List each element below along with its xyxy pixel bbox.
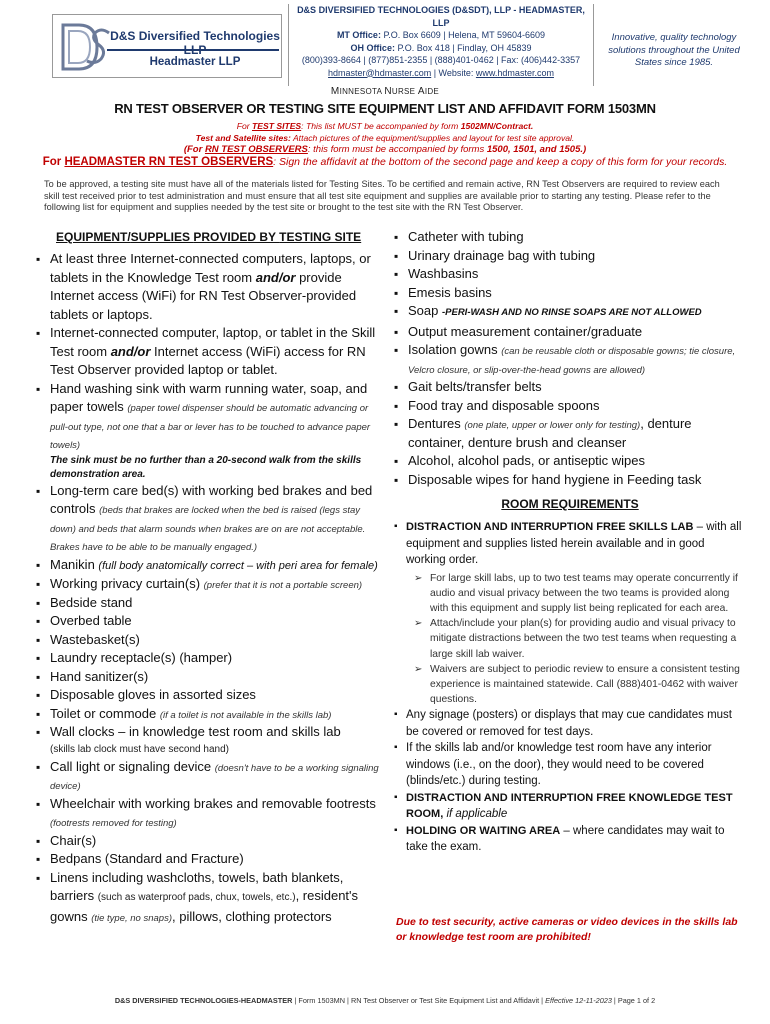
sub-list-item: ➢ Waivers are subject to periodic review to ensure a consistent testing experience is maintained statewide. Call (888)401-0462 with waiver questions. (414, 662, 746, 708)
ds-monogram-icon (57, 19, 113, 75)
list-item: ▪ DISTRACTION AND INTERRUPTION FREE SKILLS LAB – with all equipment and supplies listed herein available and in good working order. ➢ For large skill labs, up to two test teams may operate concurrently if audio and visual privacy between the two teams is provided along with this equipment and supply list being replicated for each area. ➢ Attach/include your plan(s) for providing audio and visual privacy to mitigate distractions between the two test teams when requesting a large skill lab waiver. ➢ Waivers are subject to periodic review to ensure a consistent testing experience is maintained statewide. Call (888)401-0462 with waiver questions. (394, 519, 746, 707)
list-item: ▪ Bedpans (Standard and Fracture) (36, 850, 382, 869)
list-item: ▪ Alcohol, alcohol pads, or antiseptic wipes (394, 452, 746, 471)
list-item: ▪ Isolation gowns (can be reusable cloth or disposable gowns; tie closure, Velcro closure, or slip-over-the-head gowns are allowed) (394, 341, 746, 378)
list-item: ▪ Overbed table (36, 612, 382, 631)
list-item: ▪ Working privacy curtain(s) (prefer that it is not a portable screen) (36, 575, 382, 594)
list-item: ▪ Disposable wipes for hand hygiene in Feeding task (394, 471, 746, 490)
note-satellite-sites: Test and Satellite sites: Attach pictures of the equipment/supplies and layout for test site approval. (195, 133, 575, 143)
phone-numbers: (800)393-8664 | (877)851-2355 | (888)401-0462 | Fax: (406)442-3357 (301, 55, 581, 65)
contact-block (288, 4, 594, 86)
list-item: ▪ Manikin (full body anatomically correct – with peri area for female) (36, 556, 382, 576)
list-item: ▪ Hand sanitizer(s) (36, 668, 382, 687)
company-logo (52, 14, 282, 78)
email-website: hdmaster@hdmaster.com | Website: www.hdmaster.com (328, 67, 554, 78)
contact-title: D&S DIVERSIFIED TECHNOLOGIES (D&SDT), LLP - HEADMASTER, LLP (297, 5, 585, 28)
section-title-equipment: EQUIPMENT/SUPPLIES PROVIDED BY TESTING SITE (56, 230, 362, 244)
note-rn-observers: (For RN TEST OBSERVERS: this form must be accompanied by forms 1500, 1501, and 1505.) (183, 144, 587, 155)
list-item: ▪ Gait belts/transfer belts (394, 378, 746, 397)
list-item: ▪ At least three Internet-connected computers, laptops, or tablets in the Knowledge Test room and/or provide Internet access (WiFi) for RN Test Observer-provided tablets or laptops. (36, 250, 382, 324)
website-link[interactable]: www.hdmaster.com (475, 67, 554, 78)
list-item: ▪ Wall clocks – in knowledge test room and skills lab (skills lab clock must have second hand) (36, 723, 382, 758)
equipment-list-continued (394, 228, 746, 489)
room-requirements-list (394, 519, 746, 856)
program-subheading: MINNESOTA NURSE AIDE (330, 86, 440, 97)
list-item: ▪ Internet-connected computer, laptop, or tablet in the Skill Test room and/or Internet access (WiFi) access for RN Test Observer provided laptop or tablet. (36, 324, 382, 380)
list-item: ▪ Hand washing sink with warm running water, soap, and paper towels (paper towel dispenser should be automatic advancing or pull-out type, not one that a bar or lever has to be touched to advance paper towels) The sink must be no further than a 20-second walk from the skills demonstration area. (36, 380, 382, 482)
logo-subsidiary-name: Headmaster LLP (149, 56, 241, 68)
list-item: ▪ Urinary drainage bag with tubing (394, 247, 746, 266)
note-test-sites: For TEST SITES: This list MUST be accompanied by form 1502MN/Contract. (236, 121, 534, 131)
sub-list-item: ➢ Attach/include your plan(s) for providing audio and visual privacy to mitigate distractions between the two test teams when requesting a large skill lab waiver. (414, 616, 746, 662)
logo-divider (107, 49, 279, 51)
oh-office: OH Office: P.O. Box 418 | Findlay, OH 45839 (350, 42, 532, 53)
page-footer: D&S DIVERSIFIED TECHNOLOGIES-HEADMASTER | Form 1503MN | RN Test Observer or Test Site Equipment List and Affidavit | Effective 12-11-2023 | Page 1 of 2 (114, 996, 656, 1005)
list-item: ▪ Chair(s) (36, 832, 382, 851)
list-item: ▪ Laundry receptacle(s) (hamper) (36, 649, 382, 668)
list-item: ▪ Food tray and disposable spoons (394, 397, 746, 416)
list-item: ▪ Washbasins (394, 265, 746, 284)
page-title: RN TEST OBSERVER OR TESTING SITE EQUIPMENT LIST AND AFFIDAVIT FORM 1503MN (114, 101, 656, 116)
intro-paragraph: To be approved, a testing site must have all of the materials listed for Testing Sites. To be certified and remain active, RN Test Observers are required to review each skill test received prior to test administration and must ensure that all test site equipment and supplies are available prior to starting any testing. Please refer to the following list for equipment and supplies needed by the test site or brought to the test site with the RN Test Observer. (44, 179, 720, 212)
list-item: ▪ Wastebasket(s) (36, 631, 382, 650)
list-item: ▪ HOLDING OR WAITING AREA – where candidates may wait to take the exam. (394, 823, 746, 856)
letterhead (0, 0, 770, 100)
list-item: ▪ Soap -PERI-WASH AND NO RINSE SOAPS ARE NOT ALLOWED (394, 302, 746, 323)
instruction-notes (0, 120, 770, 168)
list-item: ▪ DISTRACTION AND INTERRUPTION FREE KNOWLEDGE TEST ROOM, if applicable (394, 790, 746, 823)
list-item: ▪ Output measurement container/graduate (394, 323, 746, 342)
sub-list-item: ➢ For large skill labs, up to two test teams may operate concurrently if audio and visual privacy between the two teams is provided along with this equipment and supply list being replicated for each area. (414, 571, 746, 617)
list-item: ▪ Toilet or commode (if a toilet is not available in the skills lab) (36, 705, 382, 724)
email-link[interactable]: hdmaster@hdmaster.com (328, 67, 432, 78)
list-item: ▪ Linens including washcloths, towels, bath blankets, barriers (such as waterproof pads, chux, towels, etc.), resident's gowns (tie type, no snaps), pillows, clothing protectors (36, 869, 382, 927)
sub-list (414, 571, 746, 708)
testing-site-supplies-column (36, 230, 382, 926)
company-tagline: Innovative, quality technology solutions throughout the United States since 1985. (608, 32, 740, 68)
equipment-list (36, 250, 382, 926)
supplies-and-room-column (394, 228, 746, 856)
list-item: ▪ Disposable gloves in assorted sizes (36, 686, 382, 705)
list-item: ▪ Catheter with tubing (394, 228, 746, 247)
list-item: ▪ Bedside stand (36, 594, 382, 613)
list-item: ▪ Wheelchair with working brakes and removable footrests (footrests removed for testing) (36, 795, 382, 832)
list-item: ▪ Dentures (one plate, upper or lower only for testing), denture container, denture brush and cleanser (394, 415, 746, 452)
list-item: ▪ Long-term care bed(s) with working bed brakes and bed controls (beds that brakes are locked when the bed is raised (legs stay down) and beds that alarm sounds when brakes are on are not acceptable. Brakes have to be able to be manually engaged.) (36, 482, 382, 556)
logo-company-name: D&S Diversified Technologies (110, 29, 280, 43)
list-item: ▪ Emesis basins (394, 284, 746, 303)
note-headmaster-observers: For HEADMASTER RN TEST OBSERVERS: Sign the affidavit at the bottom of the second page and keep a copy of this form for your records. (42, 156, 728, 168)
section-title-room-requirements: ROOM REQUIREMENTS (501, 497, 639, 511)
security-warning: Due to test security, active cameras or video devices in the skills lab or knowledge test room are prohibited! (396, 916, 738, 943)
mt-office: MT Office: P.O. Box 6609 | Helena, MT 59604-6609 (336, 30, 546, 40)
list-item: ▪ Call light or signaling device (doesn't have to be a working signaling device) (36, 758, 382, 795)
list-item: ▪ Any signage (posters) or displays that may cue candidates must be covered or removed for test days. (394, 707, 746, 740)
list-item: ▪ If the skills lab and/or knowledge test room have any interior windows (i.e., on the door), they would need to be covered (blinds/etc.) during testing. (394, 740, 746, 790)
